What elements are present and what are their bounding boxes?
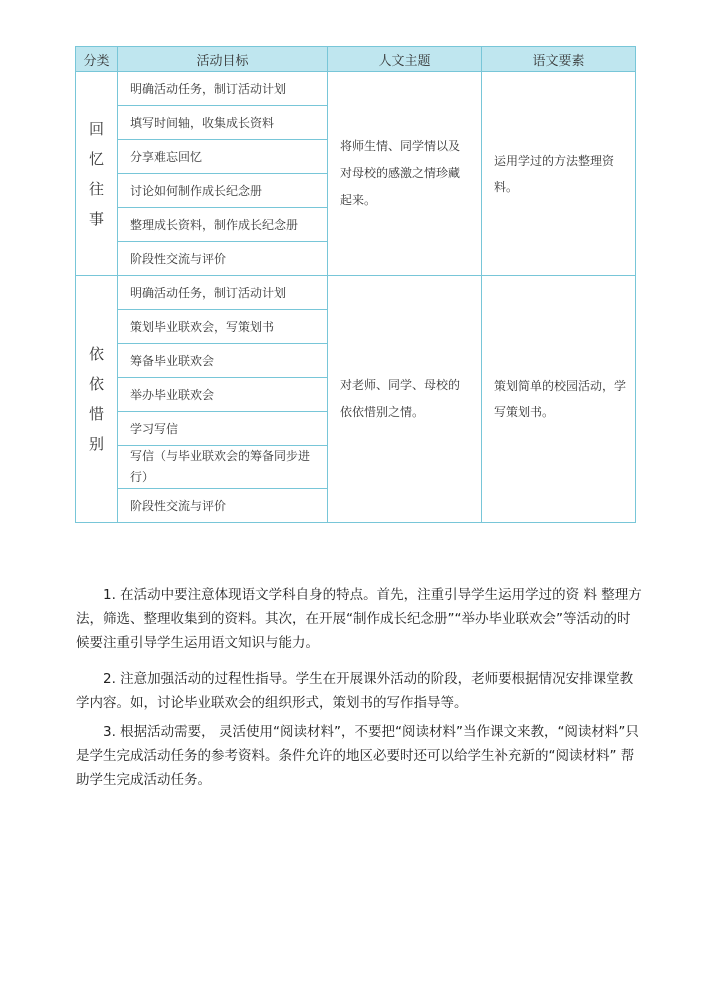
category-char: 往 bbox=[88, 179, 104, 198]
goal-cell: 整理成长资料，制作成长纪念册 bbox=[118, 208, 328, 242]
category-cell bbox=[76, 72, 118, 276]
theme-cell: 将师生情、同学情以及对母校的感激之情珍藏起来。 bbox=[328, 72, 482, 276]
goal-cell: 学习写信 bbox=[118, 412, 328, 446]
goal-cell: 阶段性交流与评价 bbox=[118, 242, 328, 276]
table-row bbox=[76, 276, 636, 310]
category-char: 依 bbox=[88, 375, 104, 393]
category-char: 别 bbox=[88, 435, 104, 453]
goal-cell: 明确活动任务，制订活动计划 bbox=[118, 276, 328, 310]
goal-cell: 策划毕业联欢会，写策划书 bbox=[118, 310, 328, 344]
note-text: 1. 在活动中要注意体现语文学科自身的特点。首先，注重引导学生运用学过的资 料 整理方法，筛选、整理收集到的资料。其次，在开展“制作成长纪念册”“举办毕业联欢会”等活动的时候要注重引导学生运用语文知识与能力。 bbox=[76, 587, 642, 651]
theme-cell: 对老师、同学、母校的依依惜别之情。 bbox=[328, 276, 482, 523]
category-char: 惜 bbox=[88, 405, 104, 423]
goal-cell: 举办毕业联欢会 bbox=[118, 378, 328, 412]
note-1 bbox=[76, 583, 642, 655]
header-element: 语文要素 bbox=[482, 47, 636, 72]
category-char: 依 bbox=[88, 345, 104, 363]
goal-cell: 筹备毕业联欢会 bbox=[118, 344, 328, 378]
element-cell: 运用学过的方法整理资料。 bbox=[482, 72, 636, 276]
table-header-row bbox=[76, 47, 636, 72]
activity-plan-table bbox=[75, 46, 636, 523]
goal-cell: 填写时间轴，收集成长资料 bbox=[118, 106, 328, 140]
note-text: 2. 注意加强活动的过程性指导。学生在开展课外活动的阶段，老师要根据情况安排课堂教学内容。如，讨论毕业联欢会的组织形式，策划书的写作指导等。 bbox=[76, 671, 634, 711]
note-text: 3. 根据活动需要， 灵活使用“阅读材料”，不要把“阅读材料”当作课文来教，“阅读材料”只是学生完成活动任务的参考资料。条件允许的地区必要时还可以给学生补充新的“阅读材料” 帮助学生完成活动任务。 bbox=[76, 724, 639, 788]
goal-cell: 明确活动任务，制订活动计划 bbox=[118, 72, 328, 106]
category-char: 回 bbox=[88, 119, 104, 138]
goal-cell: 阶段性交流与评价 bbox=[118, 489, 328, 523]
category-char: 忆 bbox=[88, 149, 104, 168]
note-2 bbox=[76, 667, 642, 715]
goal-cell: 写信（与毕业联欢会的筹备同步进行） bbox=[118, 446, 328, 489]
goal-cell: 讨论如何制作成长纪念册 bbox=[118, 174, 328, 208]
table-row bbox=[76, 72, 636, 106]
note-3 bbox=[76, 720, 642, 792]
header-goals: 活动目标 bbox=[118, 47, 328, 72]
goal-cell: 分享难忘回忆 bbox=[118, 140, 328, 174]
category-char: 事 bbox=[88, 209, 104, 228]
category-cell bbox=[76, 276, 118, 523]
element-cell: 策划简单的校园活动，学写策划书。 bbox=[482, 276, 636, 523]
header-category: 分类 bbox=[76, 47, 118, 72]
header-theme: 人文主题 bbox=[328, 47, 482, 72]
